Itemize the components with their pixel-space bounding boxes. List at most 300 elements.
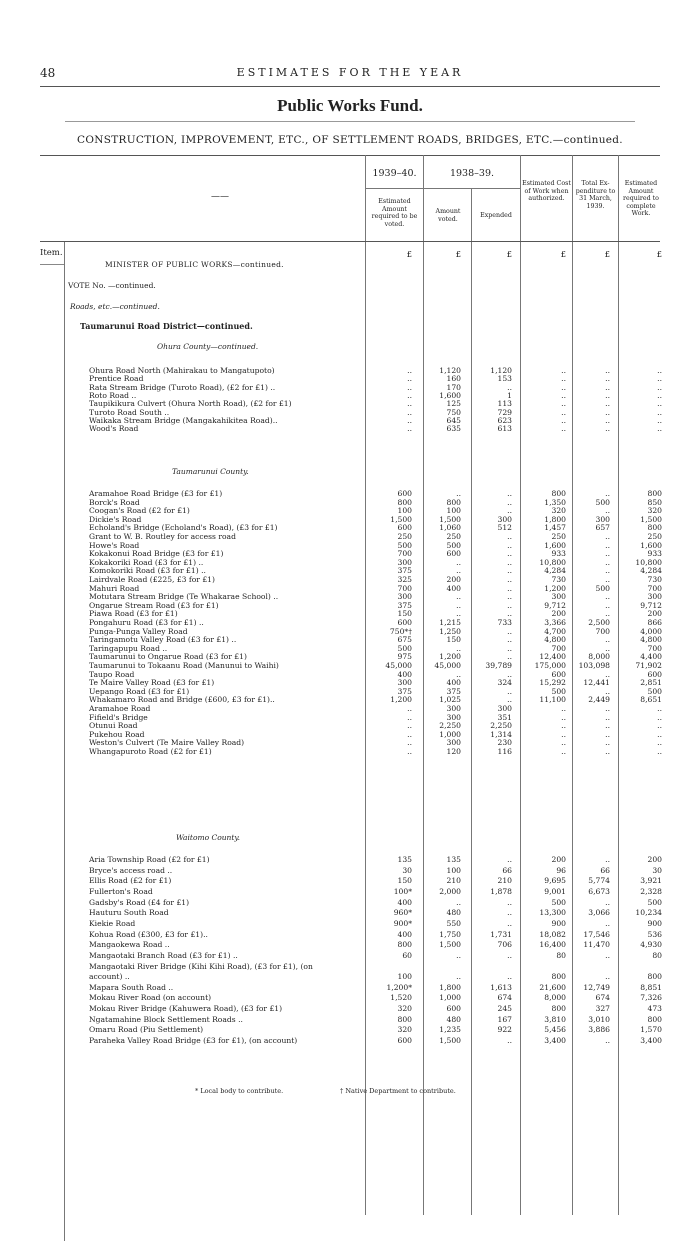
row-description: Prentice Road [89, 374, 144, 384]
cell-estimated-cost: .. [561, 382, 566, 392]
table-row [0, 930, 700, 940]
cell-estimated-complete: 800 [647, 1014, 662, 1024]
cell-expended: .. [507, 908, 512, 918]
pound-sign: £ [604, 250, 610, 260]
cell-estimated-amount: .. [407, 415, 412, 425]
cell-estimated-complete: .. [657, 415, 662, 425]
row-description: Waikaka Stream Bridge (Mangakahikitea Road).. [89, 415, 278, 425]
pound-sign: £ [506, 250, 512, 260]
cell-estimated-complete: 80 [652, 950, 662, 960]
cell-amount-voted: 1,060 [439, 523, 461, 533]
cell-estimated-complete: .. [657, 721, 662, 731]
cell-total-expenditure: 2,449 [588, 695, 610, 705]
cell-estimated-cost: 250 [551, 532, 566, 541]
cell-expended: .. [507, 540, 512, 550]
cell-expended: 1,878 [490, 886, 512, 896]
cell-total-expenditure: .. [605, 972, 610, 982]
cell-estimated-cost: 175,000 [534, 661, 566, 670]
cell-estimated-amount: 30 [402, 865, 412, 875]
cell-estimated-complete: 4,400 [640, 652, 662, 662]
cell-expended: .. [507, 1036, 512, 1046]
cell-estimated-complete: 500 [647, 686, 662, 696]
cell-amount-voted: .. [456, 972, 461, 982]
cell-estimated-complete: 933 [647, 549, 662, 559]
row-description: Kiekie Road [89, 918, 136, 928]
row-description: Wood's Road [89, 424, 139, 434]
cell-estimated-amount: .. [407, 738, 412, 748]
cell-estimated-amount: 750*† [389, 626, 412, 636]
cell-expended: 324 [497, 678, 512, 688]
cell-estimated-cost: 12,400 [539, 652, 566, 662]
row-description: Komokoriki Road (£3 for £1) .. [89, 566, 206, 576]
row-description: Mapara South Road .. [89, 982, 174, 992]
cell-amount-voted: .. [456, 592, 461, 602]
cell-amount-voted: 750 [446, 407, 461, 417]
row-description: Omaru Road (Piu Settlement) [89, 1025, 204, 1035]
col-total-expenditure: Total Ex-penditure to 31 March, 1939. [575, 180, 616, 210]
cell-estimated-amount: 100 [397, 506, 412, 516]
cell-expended: 245 [497, 1004, 512, 1014]
table-row [0, 898, 700, 908]
cell-total-expenditure: .. [605, 506, 610, 516]
cell-estimated-cost: 13,300 [539, 908, 566, 918]
cell-estimated-cost: 300 [551, 592, 566, 602]
section-minister: MINISTER OF PUBLIC WORKS—continued. [105, 260, 284, 269]
cell-estimated-amount: .. [407, 747, 412, 756]
cell-estimated-complete: 2,328 [640, 886, 662, 896]
row-description: Punga-Punga Valley Road [89, 626, 188, 636]
row-description: Ellis Road (£2 for £1) [89, 876, 172, 886]
cell-estimated-amount: 300 [397, 678, 412, 688]
row-description: Mokau River Bridge (Kahuwera Road), (£3 for £1) [89, 1004, 283, 1014]
cell-estimated-complete: .. [657, 424, 662, 434]
cell-expended: 1,314 [490, 729, 512, 739]
cell-estimated-amount: 400 [397, 669, 412, 679]
cell-expended: 922 [497, 1025, 512, 1035]
cell-estimated-cost: 933 [551, 549, 566, 559]
cell-amount-voted: 2,000 [439, 886, 461, 896]
cell-expended: 351 [497, 712, 512, 722]
cell-total-expenditure: 657 [595, 523, 610, 533]
cell-estimated-cost: .. [561, 712, 566, 722]
cell-estimated-amount: 375 [397, 686, 412, 696]
cell-amount-voted: 45,000 [434, 661, 461, 670]
cell-expended: .. [507, 506, 512, 516]
cell-expended: .. [507, 855, 512, 864]
cell-estimated-amount: .. [407, 729, 412, 739]
table-row [0, 1015, 700, 1025]
cell-amount-voted: 635 [446, 424, 461, 434]
cell-estimated-cost: 200 [551, 855, 566, 864]
cell-estimated-cost: .. [561, 738, 566, 748]
cell-estimated-amount: 400 [397, 929, 412, 939]
row-description: Aria Township Road (£2 for £1) [89, 855, 210, 864]
col-expended: Expended [480, 212, 512, 219]
cell-estimated-amount: 1,200 [390, 695, 412, 705]
cell-estimated-cost: .. [561, 374, 566, 384]
cell-estimated-complete: 71,902 [635, 661, 662, 670]
row-description: Piawa Road (£3 for £1) [89, 609, 178, 619]
cell-expended: .. [507, 489, 512, 498]
cell-total-expenditure: .. [605, 489, 610, 498]
cell-expended: .. [507, 918, 512, 928]
cell-expended: 66 [502, 865, 512, 875]
cell-estimated-amount: 975 [397, 652, 412, 662]
cell-estimated-cost: 1,600 [544, 540, 566, 550]
cell-total-expenditure: 103,098 [578, 661, 610, 670]
cell-estimated-complete: 800 [647, 489, 662, 498]
cell-estimated-amount: 250 [397, 532, 412, 541]
cell-total-expenditure: .. [605, 635, 610, 645]
cell-estimated-amount: 700 [397, 583, 412, 593]
cell-estimated-amount: 1,520 [390, 993, 412, 1003]
cell-estimated-amount: 675 [397, 635, 412, 645]
cell-amount-voted: 2,250 [439, 721, 461, 731]
cell-expended: 512 [497, 523, 512, 533]
cell-estimated-amount: 300 [397, 592, 412, 602]
cell-amount-voted: 500 [446, 540, 461, 550]
cell-total-expenditure: 500 [595, 497, 610, 507]
cell-expended: .. [507, 609, 512, 619]
cell-total-expenditure: .. [605, 918, 610, 928]
section-vote: VOTE No. —continued. [68, 281, 156, 290]
cell-total-expenditure: 6,673 [588, 886, 610, 896]
cell-total-expenditure: 12,749 [583, 982, 610, 992]
cell-total-expenditure: .. [605, 609, 610, 619]
cell-estimated-amount: 150 [397, 609, 412, 619]
cell-amount-voted: 250 [446, 532, 461, 541]
cell-estimated-amount: 800 [397, 940, 412, 950]
cell-total-expenditure: 11,470 [583, 940, 610, 950]
cell-estimated-complete: .. [657, 399, 662, 409]
row-description: Fullerton's Road [89, 886, 153, 896]
cell-total-expenditure: .. [605, 686, 610, 696]
cell-estimated-cost: 9,001 [544, 886, 566, 896]
row-description: Dickie's Road [89, 514, 142, 524]
cell-estimated-cost: 15,292 [539, 678, 566, 688]
cell-estimated-amount: 600 [397, 618, 412, 627]
cell-total-expenditure: .. [605, 747, 610, 756]
item-rule [40, 264, 64, 265]
cell-estimated-cost: 16,400 [539, 940, 566, 950]
row-description: Coogan's Road (£2 for £1) [89, 506, 190, 516]
cell-amount-voted: 480 [446, 908, 461, 918]
cell-amount-voted: 375 [446, 686, 461, 696]
row-description: Pongahuru Road (£3 for £1) .. [89, 618, 204, 627]
cell-estimated-complete: .. [657, 366, 662, 375]
cell-total-expenditure: .. [605, 366, 610, 375]
cell-total-expenditure: .. [605, 390, 610, 400]
cell-amount-voted: 150 [446, 635, 461, 645]
pound-sign: £ [455, 250, 461, 260]
cell-total-expenditure: .. [605, 532, 610, 541]
description-header-dash: —— [211, 192, 229, 202]
cell-amount-voted: 125 [446, 399, 461, 409]
cell-estimated-amount: 60 [402, 950, 412, 960]
cell-estimated-complete: 4,000 [640, 626, 662, 636]
cell-estimated-complete: 4,284 [640, 566, 662, 576]
cell-estimated-complete: .. [657, 390, 662, 400]
cell-total-expenditure: .. [605, 382, 610, 392]
section-waitomo-county: Waitomo County. [176, 833, 241, 842]
cell-amount-voted: 1,750 [439, 929, 461, 939]
cell-amount-voted: 1,025 [439, 695, 461, 705]
cell-expended: .. [507, 626, 512, 636]
cell-amount-voted: 300 [446, 712, 461, 722]
cell-estimated-complete: .. [657, 704, 662, 713]
cell-amount-voted: 550 [446, 918, 461, 928]
cell-total-expenditure: 674 [595, 993, 610, 1003]
cell-estimated-amount: 300 [397, 557, 412, 567]
cell-expended: 230 [497, 738, 512, 748]
cell-total-expenditure: .. [605, 415, 610, 425]
cell-total-expenditure: .. [605, 424, 610, 434]
cell-expended: .. [507, 897, 512, 907]
cell-estimated-complete: 866 [647, 618, 662, 627]
row-description: Whakamaro Road and Bridge (£600, £3 for £1).. [89, 695, 275, 705]
cell-total-expenditure: .. [605, 592, 610, 602]
row-description: Aramahoe Road Bridge (£3 for £1) [89, 489, 223, 498]
cell-estimated-complete: .. [657, 738, 662, 748]
cell-expended: 674 [497, 993, 512, 1003]
cell-total-expenditure: .. [605, 643, 610, 653]
cell-estimated-complete: .. [657, 747, 662, 756]
footnote-dagger: † Native Department to contribute. [340, 1087, 456, 1095]
fund-title: Public Works Fund. [277, 96, 423, 115]
cell-amount-voted: .. [456, 950, 461, 960]
row-description: Whangapuroto Road (£2 for £1) [89, 747, 212, 756]
cell-estimated-cost: .. [561, 424, 566, 434]
cell-estimated-amount: .. [407, 424, 412, 434]
cell-expended: 300 [497, 704, 512, 713]
cell-estimated-complete: 3,921 [640, 876, 662, 886]
section-taumarunui-county: Taumarunui County. [172, 467, 249, 476]
table-row [0, 866, 700, 876]
table-row [0, 951, 700, 961]
cell-estimated-amount: .. [407, 712, 412, 722]
pound-sign: £ [656, 250, 662, 260]
cell-total-expenditure: .. [605, 600, 610, 610]
cell-estimated-complete: 1,570 [640, 1025, 662, 1035]
cell-amount-voted: 300 [446, 738, 461, 748]
row-description: Mokau River Road (on account) [89, 993, 212, 1003]
cell-estimated-cost: 500 [551, 897, 566, 907]
cell-expended: .. [507, 382, 512, 392]
cell-estimated-complete: 250 [647, 532, 662, 541]
row-description: Ngatamahine Block Settlement Roads .. [89, 1014, 243, 1024]
cell-estimated-complete: .. [657, 729, 662, 739]
row-description: Taumarunui to Ongarue Road (£3 for £1) [89, 652, 247, 662]
cell-estimated-complete: 10,800 [635, 557, 662, 567]
cell-estimated-amount: .. [407, 399, 412, 409]
row-description: Grant to W. B. Routley for access road [89, 532, 236, 541]
cell-estimated-cost: 700 [551, 643, 566, 653]
table-row [0, 972, 700, 982]
table-row [0, 962, 700, 972]
cell-amount-voted: .. [456, 609, 461, 619]
row-description: Taupikikura Culvert (Ohura North Road), (£2 for £1) [89, 399, 292, 409]
row-description: Gadsby's Road (£4 for £1) [89, 897, 190, 907]
cell-total-expenditure: .. [605, 738, 610, 748]
cell-expended: .. [507, 695, 512, 705]
pound-sign: £ [406, 250, 412, 260]
table-row [0, 919, 700, 929]
cell-estimated-cost: 1,200 [544, 583, 566, 593]
item-label: Item. [40, 248, 63, 258]
row-description: Hauturu South Road [89, 908, 169, 918]
row-description: account) .. [89, 972, 130, 982]
cell-estimated-complete: 8,851 [640, 982, 662, 992]
cell-estimated-cost: 800 [551, 489, 566, 498]
cell-estimated-complete: 500 [647, 897, 662, 907]
cell-estimated-amount: 375 [397, 600, 412, 610]
page-number: 48 [40, 66, 56, 80]
cell-estimated-amount: 135 [397, 855, 412, 864]
row-description: Roto Road .. [89, 390, 137, 400]
cell-estimated-amount: 150 [397, 876, 412, 886]
year-1938-header: 1938–39. [449, 168, 495, 179]
cell-estimated-cost: .. [561, 407, 566, 417]
cell-total-expenditure: 12,441 [583, 678, 610, 688]
cell-expended: .. [507, 635, 512, 645]
cell-expended: .. [507, 950, 512, 960]
cell-amount-voted: 160 [446, 374, 461, 384]
cell-estimated-cost: 10,800 [539, 557, 566, 567]
cell-expended: 706 [497, 940, 512, 950]
cell-estimated-cost: .. [561, 415, 566, 425]
row-description: Borck's Road [89, 497, 140, 507]
cell-expended: 210 [497, 876, 512, 886]
cell-amount-voted: .. [456, 600, 461, 610]
cell-amount-voted: 400 [446, 583, 461, 593]
cell-expended: 623 [497, 415, 512, 425]
cell-total-expenditure: .. [605, 1036, 610, 1046]
cell-expended: 116 [497, 747, 512, 756]
header-rule [40, 86, 660, 87]
cell-total-expenditure: .. [605, 575, 610, 584]
cell-estimated-complete: 800 [647, 523, 662, 533]
cell-expended: .. [507, 686, 512, 696]
cell-estimated-cost: .. [561, 747, 566, 756]
cell-total-expenditure: 8,000 [588, 652, 610, 662]
cell-estimated-complete: .. [657, 374, 662, 384]
cell-estimated-cost: 4,700 [544, 626, 566, 636]
cell-estimated-complete: 900 [647, 918, 662, 928]
cell-amount-voted: 800 [446, 497, 461, 507]
cell-estimated-complete: 700 [647, 583, 662, 593]
cell-estimated-amount: .. [407, 407, 412, 417]
cell-estimated-amount: 400 [397, 897, 412, 907]
row-description: Te Maire Valley Road (£3 for £1) [89, 678, 215, 688]
cell-amount-voted: .. [456, 557, 461, 567]
cell-amount-voted: 135 [446, 855, 461, 864]
cell-estimated-amount: 800 [397, 497, 412, 507]
cell-estimated-complete: 536 [647, 929, 662, 939]
cell-total-expenditure: 3,886 [588, 1025, 610, 1035]
cell-amount-voted: 1,800 [439, 982, 461, 992]
cell-estimated-cost: 96 [556, 865, 566, 875]
cell-estimated-amount: 320 [397, 1025, 412, 1035]
cell-estimated-cost: 11,100 [539, 695, 566, 705]
cell-amount-voted: 645 [446, 415, 461, 425]
cell-estimated-cost: 1,457 [544, 523, 566, 533]
cell-estimated-complete: .. [657, 407, 662, 417]
cell-total-expenditure: 3,010 [588, 1014, 610, 1024]
row-description: Rata Stream Bridge (Turoto Road), (£2 for £1) .. [89, 382, 276, 392]
cell-total-expenditure: 327 [595, 1004, 610, 1014]
cell-expended: .. [507, 669, 512, 679]
cell-estimated-amount: .. [407, 366, 412, 375]
cell-estimated-complete: 9,712 [640, 600, 662, 610]
cell-estimated-amount: 900* [393, 918, 412, 928]
row-description: Taupo Road [89, 669, 135, 679]
row-description: Pukehou Road [89, 729, 145, 739]
table-top-rule [40, 155, 660, 156]
row-description: Kohua Road (£300, £3 for £1).. [89, 929, 208, 939]
cell-estimated-complete: 2,851 [640, 678, 662, 688]
cell-estimated-complete: 8,651 [640, 695, 662, 705]
cell-total-expenditure: 17,546 [583, 929, 610, 939]
table-row [0, 1025, 700, 1035]
col-estimated-cost: Estimated Cost of Work when authorized. [522, 180, 571, 202]
cell-estimated-complete: 700 [647, 643, 662, 653]
cell-estimated-cost: 3,810 [544, 1014, 566, 1024]
cell-amount-voted: 1,500 [439, 514, 461, 524]
row-description: Lairdvale Road (£225, £3 for £1) [89, 575, 215, 584]
cell-total-expenditure: .. [605, 566, 610, 576]
cell-estimated-complete: 800 [647, 972, 662, 982]
cell-estimated-cost: 500 [551, 686, 566, 696]
cell-estimated-amount: 960* [393, 908, 412, 918]
cell-estimated-cost: .. [561, 704, 566, 713]
cell-estimated-cost: .. [561, 721, 566, 731]
cell-expended: .. [507, 592, 512, 602]
table-row [0, 1036, 700, 1046]
running-title: ESTIMATES FOR THE YEAR [236, 66, 464, 79]
section-roads: Roads, etc.—continued. [70, 302, 160, 311]
cell-estimated-amount: 1,500 [390, 514, 412, 524]
cell-amount-voted: 600 [446, 549, 461, 559]
cell-total-expenditure: .. [605, 407, 610, 417]
cell-estimated-amount: 325 [397, 575, 412, 584]
row-description: Kokakoriki Road (£3 for £1) .. [89, 557, 204, 567]
cell-estimated-cost: 4,284 [544, 566, 566, 576]
cell-amount-voted: 1,215 [439, 618, 461, 627]
cell-estimated-cost: 1,800 [544, 514, 566, 524]
cell-estimated-cost: 8,000 [544, 993, 566, 1003]
cell-amount-voted: 210 [446, 876, 461, 886]
cell-total-expenditure: .. [605, 540, 610, 550]
cell-estimated-cost: 9,695 [544, 876, 566, 886]
row-description: Taringamotu Valley Road (£3 for £1) .. [89, 635, 237, 645]
cell-amount-voted: 1,600 [439, 390, 461, 400]
cell-estimated-complete: .. [657, 382, 662, 392]
cell-estimated-cost: 5,456 [544, 1025, 566, 1035]
row-description: Howe's Road [89, 540, 140, 550]
footnote-star: * Local body to contribute. [195, 1087, 284, 1095]
cell-estimated-cost: 9,712 [544, 600, 566, 610]
cell-expended: .. [507, 549, 512, 559]
cell-total-expenditure: 500 [595, 583, 610, 593]
section-district: Taumarunui Road District—continued. [80, 321, 253, 331]
cell-total-expenditure: .. [605, 549, 610, 559]
cell-expended: 613 [497, 424, 512, 434]
cell-amount-voted: 1,000 [439, 729, 461, 739]
cell-estimated-cost: 600 [551, 669, 566, 679]
cell-estimated-complete: 4,930 [640, 940, 662, 950]
table-row [0, 876, 700, 886]
row-description: Paraheka Valley Road Bridge (£3 for £1), (on account) [89, 1036, 298, 1046]
